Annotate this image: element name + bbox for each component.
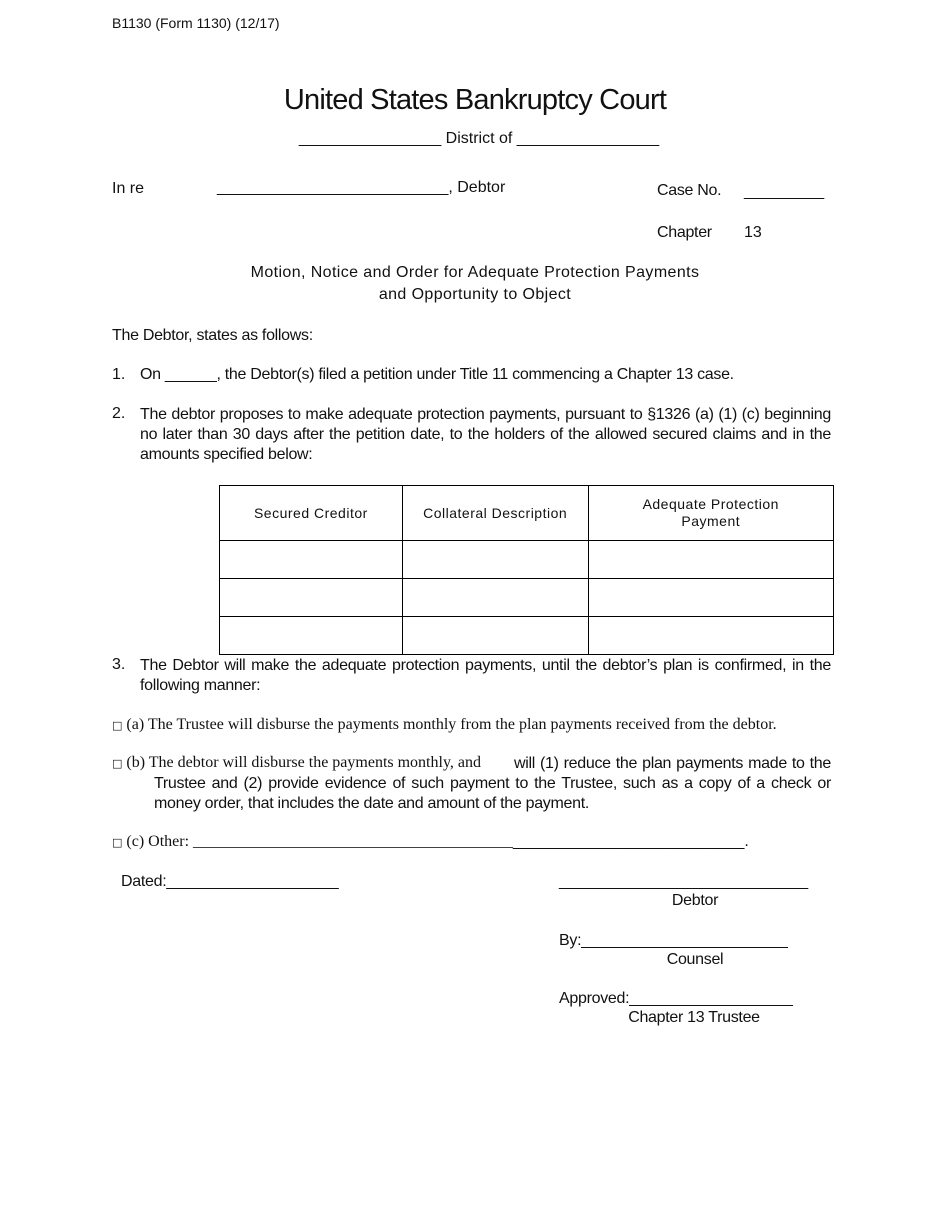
table-row: [220, 617, 834, 655]
table-cell[interactable]: [402, 579, 588, 617]
item2-text: The debtor proposes to make adequate protection payments, pursuant to §1326 (a) (1) (c) beginning no later than 30 days after the petition date, to the holders of the allowed secured claims and in the amounts specified below:: [140, 406, 831, 463]
table-cell[interactable]: [588, 617, 833, 655]
table-row: [220, 579, 834, 617]
item1-number: 1.: [112, 366, 126, 383]
table-cell[interactable]: [588, 541, 833, 579]
motion-title-line2: and Opportunity to Object: [378, 286, 572, 303]
case-no-value: _________: [744, 183, 825, 200]
table-cell[interactable]: [402, 541, 588, 579]
adequate-protection-table: [219, 485, 834, 655]
table-cell[interactable]: [220, 617, 403, 655]
table-header-row: [220, 486, 834, 541]
case-no-label: Case No.: [657, 182, 722, 199]
table-cell[interactable]: [588, 579, 833, 617]
option-c-suffix: __________________________.: [513, 833, 749, 850]
option-b-text: will (1) reduce the plan payments made to the Trustee and (2) provide evidence of such payment to the Trustee, such as a copy of a check or money order, that includes the date and amount of the payment.: [154, 755, 831, 812]
debtor-signature-line[interactable]: ____________________________: [559, 873, 809, 890]
counsel-signature-label: Counsel: [666, 951, 724, 968]
dated-line[interactable]: Dated:____________________: [121, 873, 339, 890]
item1-text: On ______, the Debtor(s) filed a petition under Title 11 commencing a Chapter 13 case.: [140, 366, 734, 383]
district-line: ________________ District of ________________: [298, 130, 660, 147]
intro-text: The Debtor, states as follows:: [112, 327, 313, 344]
in-re-label: In re: [112, 180, 145, 197]
counsel-signature-line[interactable]: By:________________________: [559, 932, 788, 949]
table-cell[interactable]: [220, 579, 403, 617]
option-c-prefix: (c) Other: ________________________________________: [126, 833, 514, 850]
option-c-checkbox[interactable]: □: [112, 836, 123, 849]
option-c: [112, 833, 749, 851]
header-secured-creditor: Secured Creditor: [220, 486, 403, 541]
chapter-value: 13: [744, 224, 762, 241]
table-row: [220, 541, 834, 579]
table-cell[interactable]: [220, 541, 403, 579]
option-b-checkbox[interactable]: □: [112, 757, 123, 770]
court-title: United States Bankruptcy Court: [283, 84, 667, 116]
item2-number: 2.: [112, 405, 126, 422]
option-a-text: (a) The Trustee will disburse the payments monthly from the plan payments received from the debtor.: [126, 716, 777, 733]
form-id: B1130 (Form 1130) (12/17): [112, 15, 280, 31]
table-cell[interactable]: [402, 617, 588, 655]
chapter-label: Chapter: [657, 224, 712, 241]
header-adequate-protection-payment: Adequate Protection Payment: [588, 486, 833, 541]
option-a: [112, 716, 777, 734]
option-b-prefix: (b) The debtor will disburse the payments monthly, and: [126, 754, 482, 771]
option-a-checkbox[interactable]: □: [112, 719, 123, 732]
trustee-label: Chapter 13 Trustee: [628, 1009, 760, 1026]
item3-number: 3.: [112, 656, 126, 673]
debtor-name-line: __________________________, Debtor: [217, 179, 506, 196]
motion-title-line1: Motion, Notice and Order for Adequate Protection Payments: [250, 264, 700, 281]
trustee-approval-line[interactable]: Approved:___________________: [559, 990, 793, 1007]
header-collateral-description: Collateral Description: [402, 486, 588, 541]
debtor-signature-label: Debtor: [671, 892, 719, 909]
item3-text: The Debtor will make the adequate protection payments, until the debtor’s plan is confirmed, in the following manner:: [140, 657, 831, 694]
